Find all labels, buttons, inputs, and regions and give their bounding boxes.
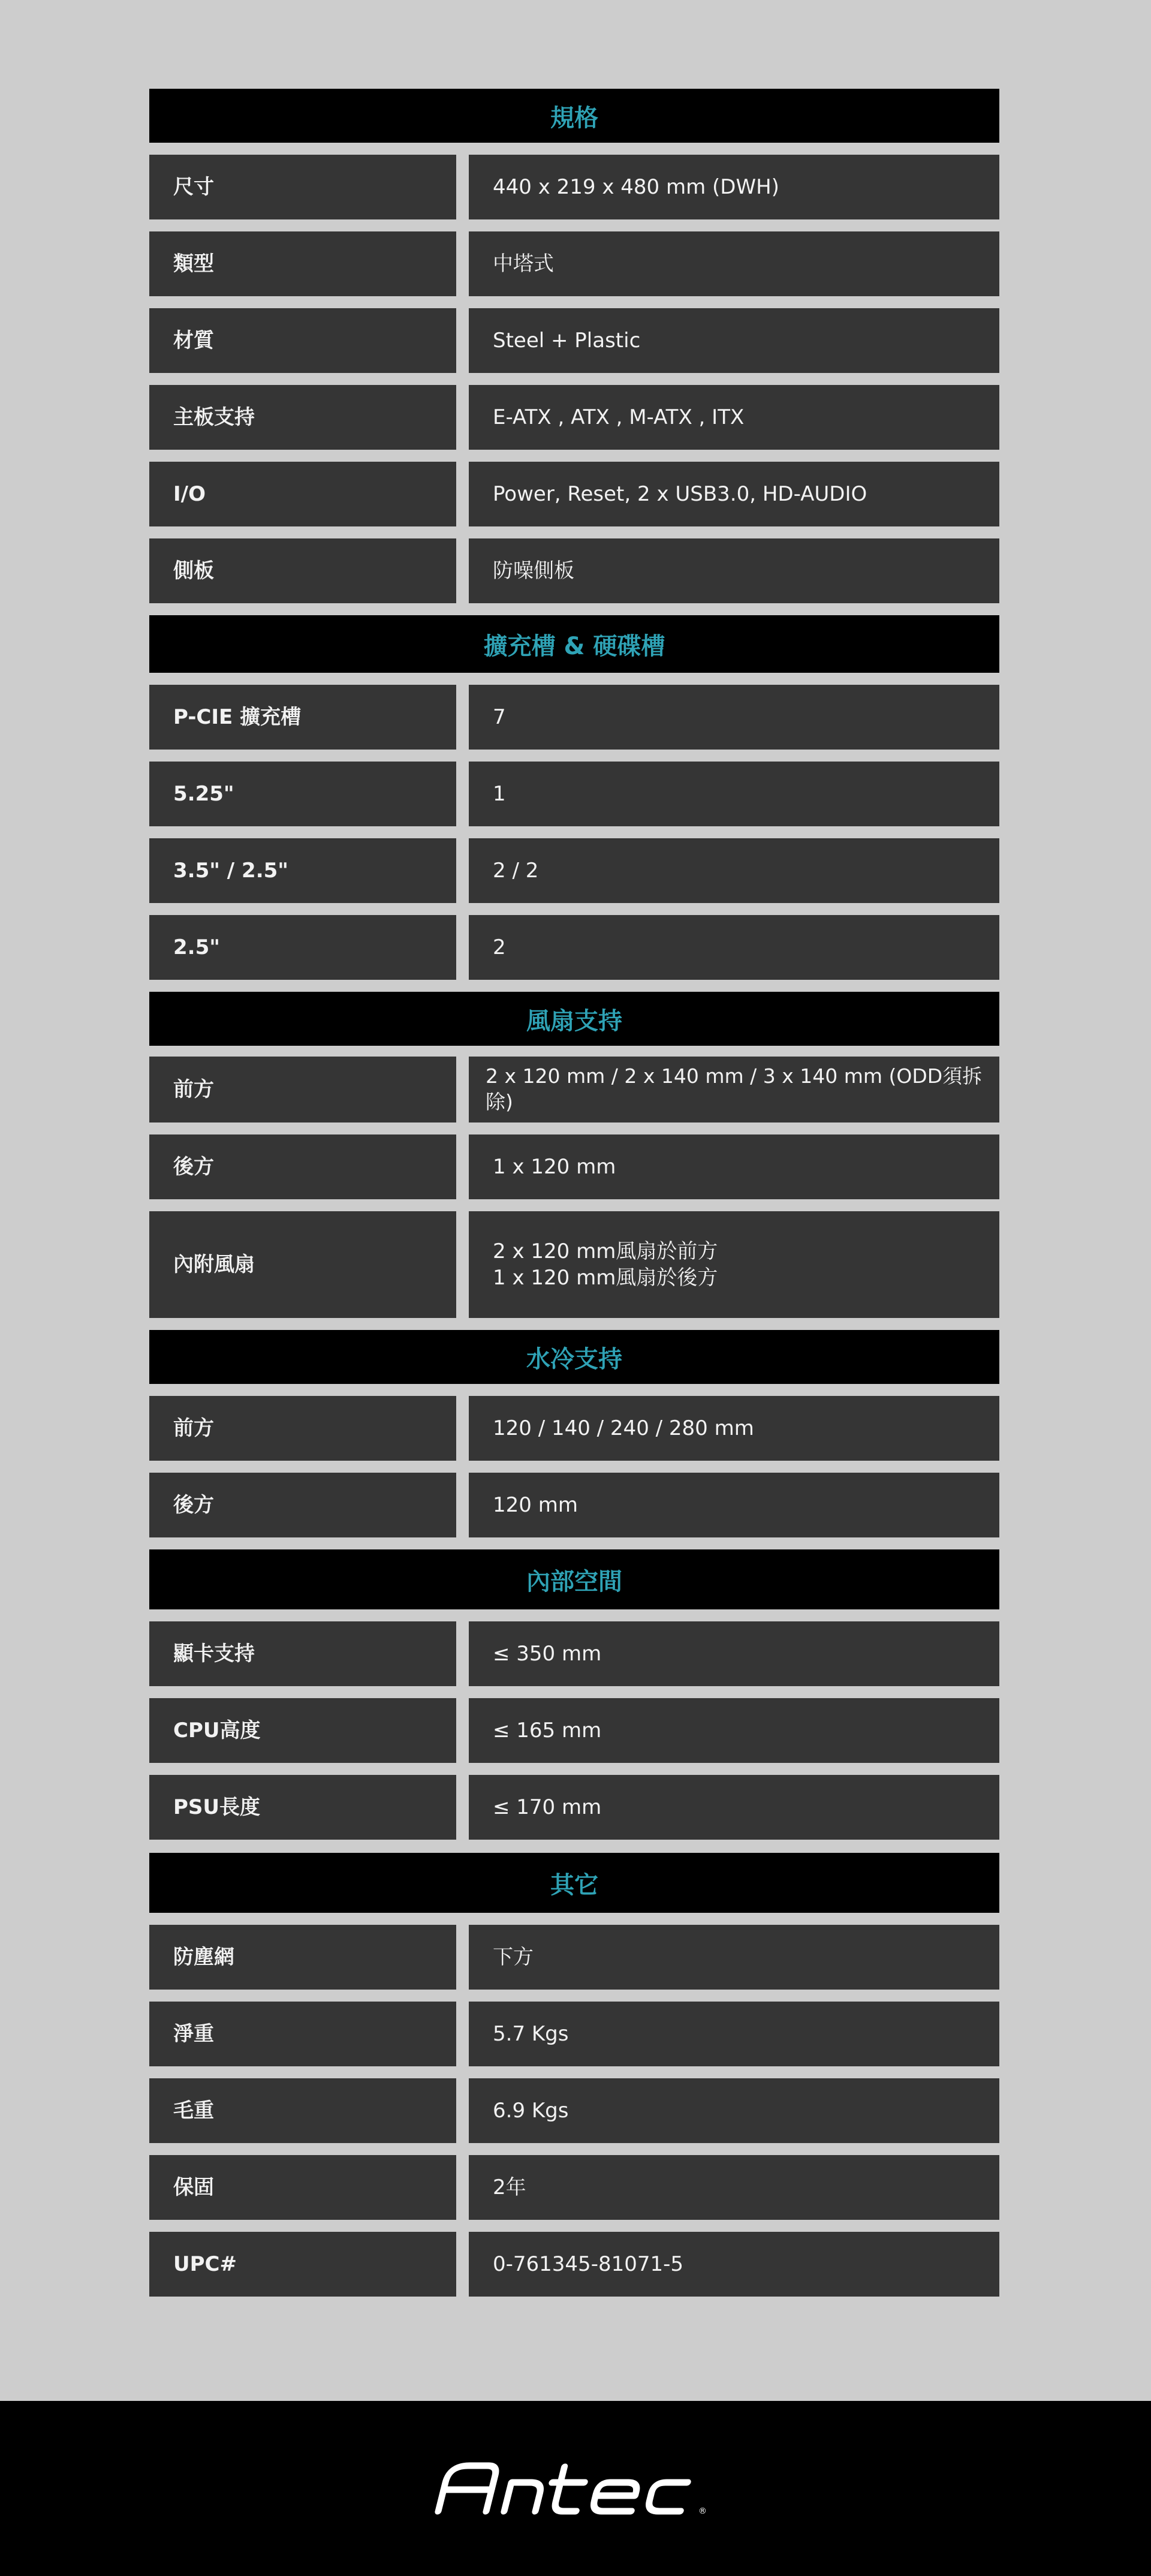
spec-value: 1 x 120 mm — [469, 1134, 999, 1199]
spec-value: 120 / 140 / 240 / 280 mm — [469, 1396, 999, 1461]
spec-row — [149, 762, 999, 826]
spec-value: 120 mm — [469, 1473, 999, 1537]
spec-value: 2 / 2 — [469, 838, 999, 903]
spec-row — [149, 1925, 999, 1990]
spec-row — [149, 915, 999, 980]
spec-value: 7 — [469, 685, 999, 750]
spec-label: 5.25" — [149, 762, 456, 826]
spec-row — [149, 838, 999, 903]
spec-row — [149, 685, 999, 750]
section-header-fan-support: 風扇支持 — [149, 992, 999, 1046]
spec-value: 6.9 Kgs — [469, 2078, 999, 2143]
section-header-specs: 規格 — [149, 89, 999, 143]
spec-value: 1 — [469, 762, 999, 826]
spec-row — [149, 538, 999, 603]
spec-label: 尺寸 — [149, 155, 456, 219]
spec-label: PSU長度 — [149, 1775, 456, 1840]
spec-value: 下方 — [469, 1925, 999, 1990]
spec-value: 2年 — [469, 2155, 999, 2220]
spec-label: I/O — [149, 462, 456, 526]
spec-row — [149, 2155, 999, 2220]
spec-row — [149, 1473, 999, 1537]
spec-row — [149, 231, 999, 296]
spec-label: P-CIE 擴充槽 — [149, 685, 456, 750]
spec-row — [149, 1211, 999, 1318]
spec-label: 後方 — [149, 1473, 456, 1537]
spec-label: CPU高度 — [149, 1698, 456, 1763]
spec-label: 3.5" / 2.5" — [149, 838, 456, 903]
spec-value: E-ATX , ATX , M-ATX , ITX — [469, 385, 999, 450]
spec-label: 主板支持 — [149, 385, 456, 450]
spec-label: 防塵網 — [149, 1925, 456, 1990]
section-header-internal-clearance: 內部空間 — [149, 1549, 999, 1609]
spec-label: 顯卡支持 — [149, 1621, 456, 1686]
spec-row — [149, 1057, 999, 1123]
spec-label: 2.5" — [149, 915, 456, 980]
spec-label: 內附風扇 — [149, 1211, 456, 1318]
spec-row — [149, 2002, 999, 2066]
antec-logo — [435, 2458, 716, 2518]
spec-label: 材質 — [149, 308, 456, 373]
spec-label: 毛重 — [149, 2078, 456, 2143]
spec-value: ≤ 350 mm — [469, 1621, 999, 1686]
registered-mark: ® — [698, 2506, 707, 2516]
spec-row — [149, 1396, 999, 1461]
spec-label: 側板 — [149, 538, 456, 603]
spec-row — [149, 1698, 999, 1763]
section-header-slots-bays: 擴充槽 & 硬碟槽 — [149, 615, 999, 673]
spec-row — [149, 1621, 999, 1686]
spec-label: UPC# — [149, 2232, 456, 2297]
spec-row — [149, 308, 999, 373]
spec-value: ≤ 170 mm — [469, 1775, 999, 1840]
spec-value: 2 x 120 mm / 2 x 140 mm / 3 x 140 mm (ODD須拆除) — [469, 1057, 999, 1123]
section-header-other: 其它 — [149, 1853, 999, 1913]
section-header-liquid-cooling: 水冷支持 — [149, 1330, 999, 1384]
spec-label: 後方 — [149, 1134, 456, 1199]
spec-row — [149, 1134, 999, 1199]
spec-value: 440 x 219 x 480 mm (DWH) — [469, 155, 999, 219]
spec-row — [149, 2078, 999, 2143]
spec-label: 前方 — [149, 1057, 456, 1123]
spec-value: Steel + Plastic — [469, 308, 999, 373]
spec-value: 防噪側板 — [469, 538, 999, 603]
spec-value: 2 — [469, 915, 999, 980]
spec-value: Power, Reset, 2 x USB3.0, HD-AUDIO — [469, 462, 999, 526]
spec-label: 類型 — [149, 231, 456, 296]
spec-label: 前方 — [149, 1396, 456, 1461]
spec-label: 保固 — [149, 2155, 456, 2220]
spec-row — [149, 385, 999, 450]
spec-row — [149, 1775, 999, 1840]
spec-value: 5.7 Kgs — [469, 2002, 999, 2066]
spec-value: 0-761345-81071-5 — [469, 2232, 999, 2297]
spec-value: 中塔式 — [469, 231, 999, 296]
footer — [0, 2401, 1151, 2576]
spec-value: ≤ 165 mm — [469, 1698, 999, 1763]
spec-row — [149, 155, 999, 219]
spec-row — [149, 2232, 999, 2297]
spec-row — [149, 462, 999, 526]
spec-value: 2 x 120 mm風扇於前方 1 x 120 mm風扇於後方 — [469, 1211, 999, 1318]
spec-label: 淨重 — [149, 2002, 456, 2066]
